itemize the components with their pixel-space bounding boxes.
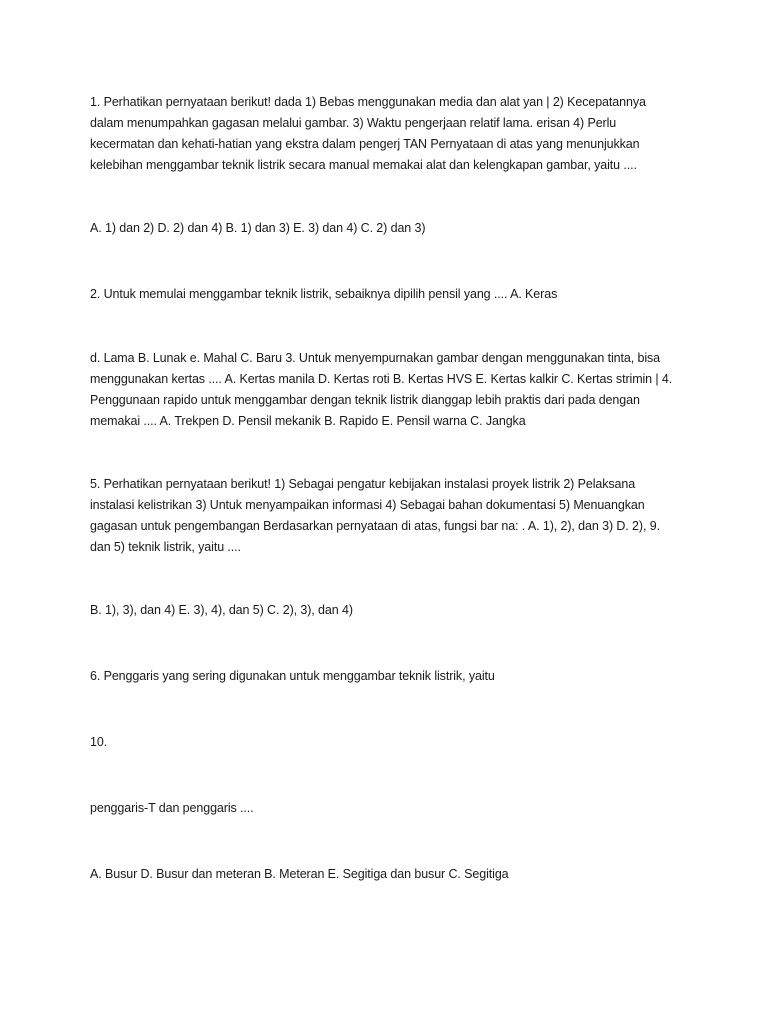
question-6-text: 6. Penggaris yang sering digunakan untuk menggambar teknik listrik, yaitu — [90, 669, 495, 683]
question-6-continuation: penggaris-T dan penggaris .... — [90, 801, 254, 815]
page-number-fragment: 10. — [90, 735, 108, 749]
question-2-text: 2. Untuk memulai menggambar teknik listrik, sebaiknya dipilih pensil yang .... A. Keras — [90, 287, 558, 301]
question-6-options: A. Busur D. Busur dan meteran B. Meteran E. Segitiga dan busur C. Segitiga — [90, 867, 509, 881]
question-1-options: A. 1) dan 2) D. 2) dan 4) B. 1) dan 3) E. 3) dan 4) C. 2) dan 3) — [90, 221, 426, 235]
questions-2-4-block: d. Lama B. Lunak e. Mahal C. Baru 3. Untuk menyempurnakan gambar dengan menggunakan tinta, bisa menggunakan kertas .... A. Kertas manila D. Kertas roti B. Kertas HVS E. Kertas kalkir C. Kertas strimin | 4. Penggunaan rapido untuk menggambar dengan teknik listrik dianggap lebih praktis dari pada dengan memakai .... A. Trekpen D. Pensil mekanik B. Rapido E. Pensil warna C. Jangka — [90, 351, 673, 428]
question-1-text: 1. Perhatikan pernyataan berikut! dada 1) Bebas menggunakan media dan alat yan | 2) Kecepatannya dalam menumpahkan gagasan melalui gambar. 3) Waktu pengerjaan relatif lama. erisan 4) Perlu kecermatan dan kehati-hatian yang ekstra dalam pengerj TAN Pernyataan di atas yang menunjukkan kelebihan menggambar teknik listrik secara manual memakai alat dan kelengkapan gambar, yaitu .... — [90, 95, 646, 172]
question-5-text: 5. Perhatikan pernyataan berikut! 1) Sebagai pengatur kebijakan instalasi proyek listrik 2) Pelaksana instalasi kelistrikan 3) Untuk menyampaikan informasi 4) Sebagai bahan dokumentasi 5) Menuangkan gagasan untuk pengembangan Berdasarkan pernyataan di atas, fungsi bar na: . A. 1), 2), dan 3) D. 2), 9. dan 5) teknik listrik, yaitu .... — [90, 477, 660, 554]
question-5-options: B. 1), 3), dan 4) E. 3), 4), dan 5) C. 2), 3), dan 4) — [90, 603, 353, 617]
